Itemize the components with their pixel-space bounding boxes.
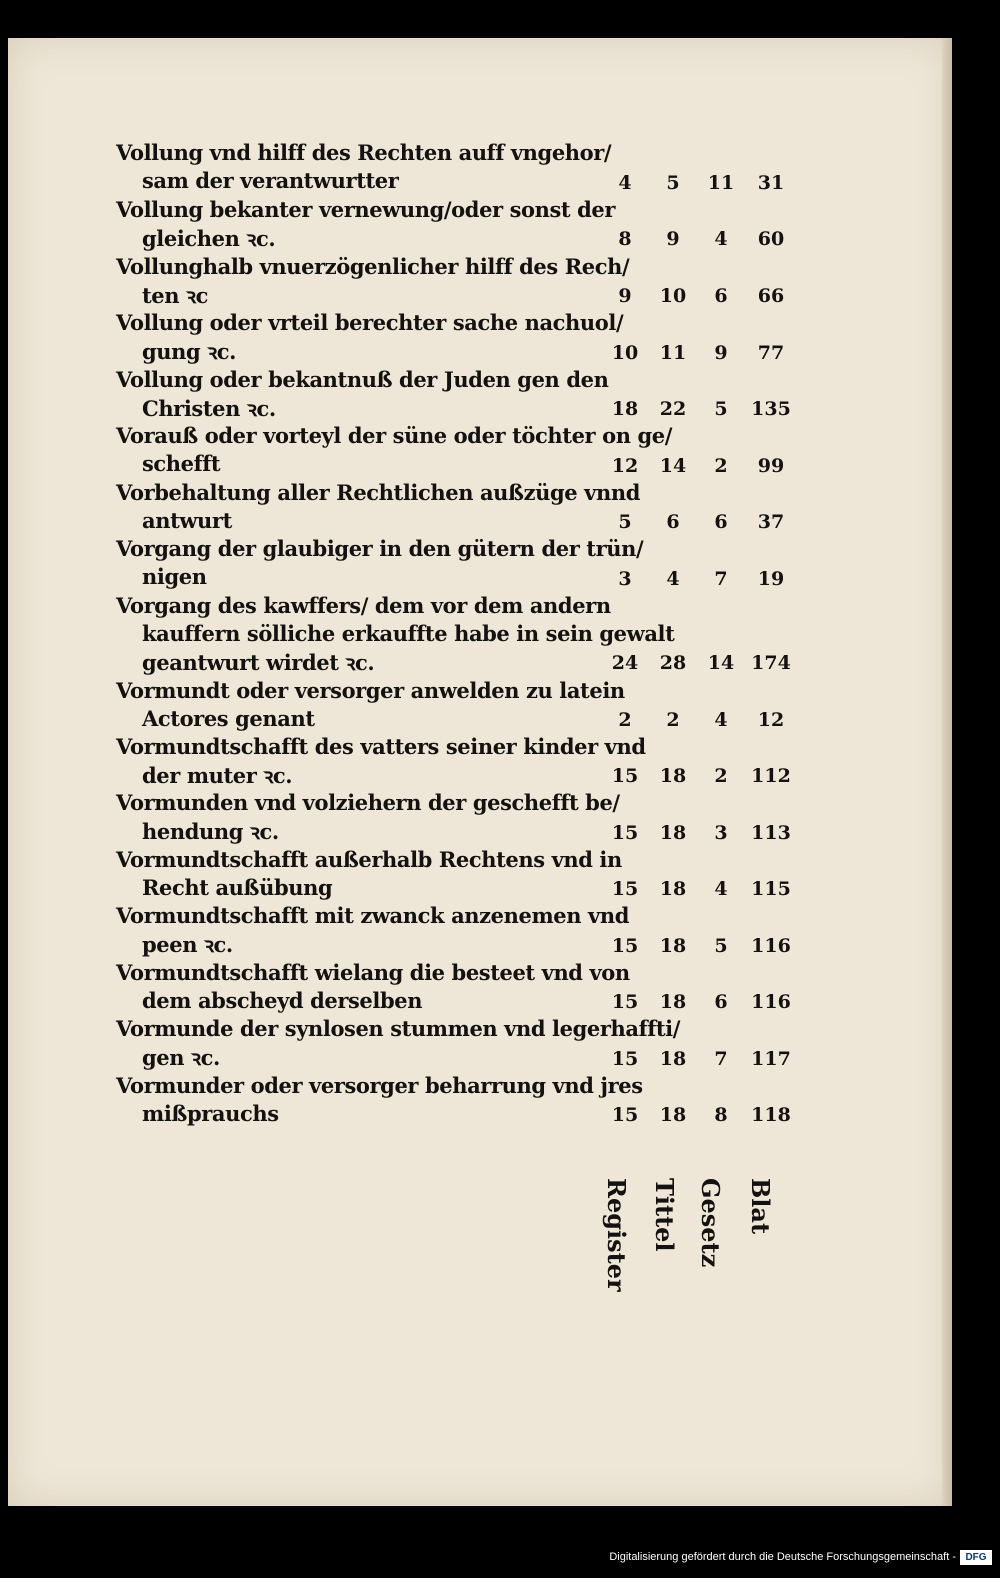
gesetz-number: 5 xyxy=(714,935,728,957)
entry-line: Vorgang der glaubiger in den gütern der trün/ xyxy=(116,536,644,561)
blat-number: 66 xyxy=(757,285,785,307)
entry-line: Vorauß oder vorteyl der süne oder töchter on ge/ xyxy=(116,423,673,448)
gesetz-number: 2 xyxy=(714,455,728,477)
blat-number: 116 xyxy=(751,991,791,1013)
column-header-blat: Blat xyxy=(746,1178,775,1235)
entry-line: geantwurt wirdet ꝛc. xyxy=(142,650,375,675)
tittel-number: 2 xyxy=(666,709,680,731)
gesetz-number: 4 xyxy=(714,878,728,900)
entry-line: Vorgang des kawffers/ dem vor dem andern xyxy=(116,593,611,618)
register-number: 4 xyxy=(618,172,632,194)
blat-number: 115 xyxy=(751,878,791,900)
tittel-number: 18 xyxy=(659,991,687,1013)
entry-line: Recht außübung xyxy=(142,875,333,900)
tittel-number: 18 xyxy=(659,878,687,900)
register-number: 2 xyxy=(618,709,632,731)
register-number: 24 xyxy=(611,652,639,674)
blat-number: 37 xyxy=(757,511,785,533)
register-number: 15 xyxy=(611,878,639,900)
entry-line: mißprauchs xyxy=(142,1101,279,1126)
tittel-number: 6 xyxy=(666,511,680,533)
blat-number: 116 xyxy=(751,935,791,957)
tittel-number: 18 xyxy=(659,1048,687,1070)
gesetz-number: 6 xyxy=(714,511,728,533)
entry-line: dem abscheyd derselben xyxy=(142,988,423,1013)
blat-number: 60 xyxy=(757,228,785,250)
gesetz-number: 8 xyxy=(714,1104,728,1126)
gesetz-number: 4 xyxy=(714,709,728,731)
gesetz-number: 6 xyxy=(714,991,728,1013)
blat-number: 117 xyxy=(751,1048,791,1070)
book-page xyxy=(8,38,952,1506)
entry-line: gung ꝛc. xyxy=(142,339,237,364)
entry-line: Vormundtschafft des vatters seiner kinder vnd xyxy=(116,734,646,759)
register-number: 3 xyxy=(618,568,632,590)
gesetz-number: 9 xyxy=(714,342,728,364)
entry-line: Vormundtschafft wielang die besteet vnd von xyxy=(116,960,630,985)
entry-line: Vollung bekanter vernewung/oder sonst der xyxy=(116,197,616,222)
tittel-number: 18 xyxy=(659,822,687,844)
entry-line: Vorbehaltung aller Rechtlichen außzüge vnnd xyxy=(116,480,640,505)
gesetz-number: 5 xyxy=(714,398,728,420)
entry-line: Vollung vnd hilff des Rechten auff vngehor/ xyxy=(116,140,612,165)
entry-line: Vormunder oder versorger beharrung vnd jres xyxy=(116,1073,643,1098)
index-entries xyxy=(8,38,952,1506)
register-number: 18 xyxy=(611,398,639,420)
gesetz-number: 7 xyxy=(714,1048,728,1070)
blat-number: 77 xyxy=(757,342,785,364)
tittel-number: 5 xyxy=(666,172,680,194)
gesetz-number: 4 xyxy=(714,228,728,250)
blat-number: 12 xyxy=(757,709,785,731)
entry-line: antwurt xyxy=(142,508,232,533)
entry-line: ten ꝛc xyxy=(142,283,208,308)
entry-line: Vollung oder vrteil berechter sache nachuol/ xyxy=(116,310,624,335)
blat-number: 113 xyxy=(751,822,791,844)
register-number: 15 xyxy=(611,822,639,844)
column-header-gesetz: Gesetz xyxy=(696,1178,725,1268)
funding-credit: Digitalisierung gefördert durch die Deutsche Forschungsgemeinschaft - xyxy=(609,1551,956,1563)
register-number: 12 xyxy=(611,455,639,477)
tittel-number: 18 xyxy=(659,1104,687,1126)
tittel-number: 11 xyxy=(659,342,687,364)
entry-line: Vollung oder bekantnuß der Juden gen den xyxy=(116,367,609,392)
entry-line: Vormundt oder versorger anwelden zu latein xyxy=(116,678,625,703)
blat-number: 99 xyxy=(757,455,785,477)
gesetz-number: 2 xyxy=(714,765,728,787)
entry-line: hendung ꝛc. xyxy=(142,819,279,844)
column-header-register: Register xyxy=(602,1178,631,1292)
blat-number: 112 xyxy=(751,765,791,787)
tittel-number: 9 xyxy=(666,228,680,250)
entry-line: Actores genant xyxy=(142,706,315,731)
entry-line: der muter ꝛc. xyxy=(142,763,293,788)
tittel-number: 18 xyxy=(659,765,687,787)
tittel-number: 14 xyxy=(659,455,687,477)
gesetz-number: 3 xyxy=(714,822,728,844)
dfg-logo-icon[interactable]: DFG xyxy=(960,1550,992,1565)
tittel-number: 28 xyxy=(659,652,687,674)
tittel-number: 10 xyxy=(659,285,687,307)
register-number: 9 xyxy=(618,285,632,307)
entry-line: Vormunden vnd volziehern der geschefft be/ xyxy=(116,790,620,815)
entry-line: peen ꝛc. xyxy=(142,932,233,957)
register-number: 15 xyxy=(611,1104,639,1126)
register-number: 15 xyxy=(611,935,639,957)
entry-line: Vollunghalb vnuerzögenlicher hilff des Rech/ xyxy=(116,254,630,279)
register-number: 10 xyxy=(611,342,639,364)
entry-line: schefft xyxy=(142,451,221,476)
register-number: 15 xyxy=(611,1048,639,1070)
register-number: 15 xyxy=(611,991,639,1013)
tittel-number: 22 xyxy=(659,398,687,420)
register-number: 15 xyxy=(611,765,639,787)
entry-line: Vormunde der synlosen stummen vnd legerhaffti/ xyxy=(116,1016,680,1041)
column-header-tittel: Tittel xyxy=(650,1178,679,1252)
entry-line: Vormundtschafft außerhalb Rechtens vnd in xyxy=(116,847,622,872)
entry-line: Vormundtschafft mit zwanck anzenemen vnd xyxy=(116,903,629,928)
blat-number: 135 xyxy=(751,398,791,420)
blat-number: 174 xyxy=(751,652,791,674)
tittel-number: 4 xyxy=(666,568,680,590)
gesetz-number: 7 xyxy=(714,568,728,590)
gesetz-number: 14 xyxy=(707,652,735,674)
register-number: 8 xyxy=(618,228,632,250)
blat-number: 31 xyxy=(757,172,785,194)
entry-line: gen ꝛc. xyxy=(142,1045,220,1070)
register-number: 5 xyxy=(618,511,632,533)
blat-number: 118 xyxy=(751,1104,791,1126)
tittel-number: 18 xyxy=(659,935,687,957)
entry-line: kauffern sölliche erkauffte habe in sein gewalt xyxy=(142,621,675,646)
column-headers xyxy=(596,1178,806,1292)
entry-line: nigen xyxy=(142,564,207,589)
gesetz-number: 6 xyxy=(714,285,728,307)
entry-line: Christen ꝛc. xyxy=(142,396,276,421)
entry-line: gleichen ꝛc. xyxy=(142,226,276,251)
entry-line: sam der verantwurtter xyxy=(142,168,399,193)
blat-number: 19 xyxy=(757,568,785,590)
gesetz-number: 11 xyxy=(707,172,735,194)
